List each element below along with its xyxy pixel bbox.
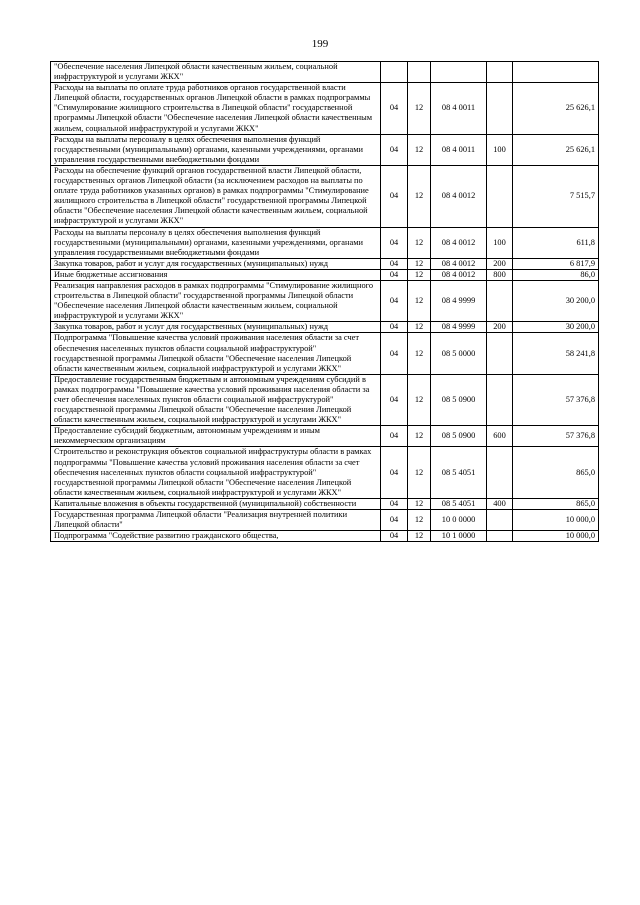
cell-amount: 865,0: [513, 447, 599, 498]
cell-target-article: 08 4 0012: [431, 165, 487, 227]
cell-subsection: 12: [408, 280, 431, 321]
cell-amount: 611,8: [513, 227, 599, 258]
cell-target-article: 08 5 0900: [431, 426, 487, 447]
cell-expense-type: [487, 374, 513, 425]
cell-target-article: 08 5 0900: [431, 374, 487, 425]
cell-name: Закупка товаров, работ и услуг для государственных (муниципальных) нужд: [51, 258, 381, 269]
cell-subsection: 12: [408, 134, 431, 165]
table-row: [51, 333, 599, 374]
cell-target-article: 08 4 9999: [431, 322, 487, 333]
cell-subsection: 12: [408, 258, 431, 269]
cell-amount: 865,0: [513, 498, 599, 509]
cell-target-article: 08 4 0012: [431, 227, 487, 258]
cell-expense-type: [487, 280, 513, 321]
table-row: [51, 510, 599, 531]
cell-target-article: 10 1 0000: [431, 531, 487, 542]
budget-table: [50, 61, 599, 542]
cell-expense-type: [487, 83, 513, 134]
table-row: [51, 280, 599, 321]
cell-section: 04: [381, 374, 408, 425]
table-row: [51, 62, 599, 83]
cell-amount: 57 376,8: [513, 426, 599, 447]
cell-section: 04: [381, 83, 408, 134]
cell-amount: 25 626,1: [513, 83, 599, 134]
cell-amount: 10 000,0: [513, 510, 599, 531]
cell-expense-type: [487, 333, 513, 374]
cell-amount: 30 200,0: [513, 322, 599, 333]
cell-name: Предоставление субсидий бюджетным, автономным учреждениям и иным некоммерческим организациям: [51, 426, 381, 447]
cell-expense-type: [487, 165, 513, 227]
cell-subsection: 12: [408, 322, 431, 333]
cell-target-article: 08 4 0012: [431, 269, 487, 280]
cell-expense-type: 600: [487, 426, 513, 447]
table-row: [51, 165, 599, 227]
cell-section: 04: [381, 134, 408, 165]
cell-name: Расходы на выплаты персоналу в целях обеспечения выполнения функций государственными (муниципальными) органами, казенными учреждениями, органами управления государственными внебюджетными фондами: [51, 227, 381, 258]
cell-section: [381, 62, 408, 83]
cell-section: 04: [381, 426, 408, 447]
cell-subsection: 12: [408, 83, 431, 134]
cell-subsection: 12: [408, 333, 431, 374]
cell-subsection: 12: [408, 165, 431, 227]
cell-section: 04: [381, 531, 408, 542]
cell-subsection: 12: [408, 374, 431, 425]
table-row: [51, 258, 599, 269]
cell-amount: 57 376,8: [513, 374, 599, 425]
cell-expense-type: 100: [487, 227, 513, 258]
cell-subsection: 12: [408, 426, 431, 447]
cell-section: 04: [381, 333, 408, 374]
cell-target-article: 08 4 9999: [431, 280, 487, 321]
table-row: [51, 83, 599, 134]
table-row: [51, 134, 599, 165]
cell-amount: 6 817,9: [513, 258, 599, 269]
cell-expense-type: 200: [487, 258, 513, 269]
cell-name: Иные бюджетные ассигнования: [51, 269, 381, 280]
cell-subsection: [408, 62, 431, 83]
cell-section: 04: [381, 498, 408, 509]
cell-subsection: 12: [408, 531, 431, 542]
cell-target-article: 08 4 0011: [431, 134, 487, 165]
cell-section: 04: [381, 510, 408, 531]
cell-subsection: 12: [408, 269, 431, 280]
table-row: [51, 531, 599, 542]
cell-expense-type: 200: [487, 322, 513, 333]
cell-section: 04: [381, 280, 408, 321]
cell-section: 04: [381, 227, 408, 258]
cell-expense-type: [487, 62, 513, 83]
cell-expense-type: [487, 510, 513, 531]
cell-subsection: 12: [408, 227, 431, 258]
table-row: [51, 498, 599, 509]
cell-amount: 25 626,1: [513, 134, 599, 165]
cell-expense-type: [487, 531, 513, 542]
cell-amount: 7 515,7: [513, 165, 599, 227]
cell-name: Расходы на обеспечение функций органов государственной власти Липецкой области, государственных органов Липецкой области (за исключением расходов на выплаты по оплате труда работников указанных органов) в рамках подпрограммы "Стимулирование жилищного строительства в Липецкой области" государственной программы Липецкой области "Обеспечение населения Липецкой области качественным жильем, социальной инфраструктурой и услугами ЖКХ": [51, 165, 381, 227]
cell-amount: 86,0: [513, 269, 599, 280]
cell-target-article: 10 0 0000: [431, 510, 487, 531]
cell-name: Предоставление государственным бюджетным и автономным учреждениям субсидий в рамках подпрограммы "Повышение качества условий проживания населения области за счет обеспечения населенных пунктов области социальной инфраструктурой" государственной программы Липецкой области "Обеспечение населения Липецкой области качественным жильем, социальной инфраструктурой и услугами ЖКХ": [51, 374, 381, 425]
cell-target-article: 08 4 0011: [431, 83, 487, 134]
cell-name: Закупка товаров, работ и услуг для государственных (муниципальных) нужд: [51, 322, 381, 333]
table-row: [51, 322, 599, 333]
cell-section: 04: [381, 269, 408, 280]
cell-target-article: [431, 62, 487, 83]
cell-name: Расходы на выплаты по оплате труда работников органов государственной власти Липецкой области, государственных органов Липецкой области в рамках подпрограммы "Стимулирование жилищного строительства в Липецкой области" государственной программы Липецкой области "Обеспечение населения Липецкой области качественным жильем, социальной инфраструктурой и услугами ЖКХ": [51, 83, 381, 134]
cell-name: "Обеспечение населения Липецкой области качественным жильем, социальной инфраструктурой и услугами ЖКХ": [51, 62, 381, 83]
cell-target-article: 08 5 4051: [431, 447, 487, 498]
cell-name: Реализация направления расходов в рамках подпрограммы "Стимулирование жилищного строительства в Липецкой области" государственной программы Липецкой области "Обеспечение населения Липецкой области качественным жильем, социальной инфраструктурой и услугами ЖКХ": [51, 280, 381, 321]
cell-section: 04: [381, 447, 408, 498]
cell-amount: 10 000,0: [513, 531, 599, 542]
table-row: [51, 374, 599, 425]
cell-name: Расходы на выплаты персоналу в целях обеспечения выполнения функций государственными (муниципальными) органами, казенными учреждениями, органами управления государственными внебюджетными фондами: [51, 134, 381, 165]
cell-section: 04: [381, 165, 408, 227]
cell-subsection: 12: [408, 510, 431, 531]
cell-target-article: 08 4 0012: [431, 258, 487, 269]
cell-name: Подпрограмма "Содействие развитию гражданского общества,: [51, 531, 381, 542]
cell-amount: [513, 62, 599, 83]
table-row: [51, 426, 599, 447]
cell-amount: 30 200,0: [513, 280, 599, 321]
table-row: [51, 447, 599, 498]
cell-name: Подпрограмма "Повышение качества условий проживания населения области за счет обеспечения населенных пунктов области социальной инфраструктурой" государственной программы Липецкой области "Обеспечение населения Липецкой области качественным жильем, социальной инфраструктурой и услугами ЖКХ": [51, 333, 381, 374]
cell-expense-type: 400: [487, 498, 513, 509]
table-row: [51, 227, 599, 258]
cell-target-article: 08 5 0000: [431, 333, 487, 374]
cell-name: Капитальные вложения в объекты государственной (муниципальной) собственности: [51, 498, 381, 509]
cell-expense-type: 100: [487, 134, 513, 165]
page-number: 199: [311, 38, 329, 50]
cell-name: Государственная программа Липецкой области "Реализация внутренней политики Липецкой области": [51, 510, 381, 531]
cell-expense-type: 800: [487, 269, 513, 280]
cell-expense-type: [487, 447, 513, 498]
cell-target-article: 08 5 4051: [431, 498, 487, 509]
table-row: [51, 269, 599, 280]
cell-subsection: 12: [408, 447, 431, 498]
cell-section: 04: [381, 322, 408, 333]
cell-section: 04: [381, 258, 408, 269]
cell-subsection: 12: [408, 498, 431, 509]
cell-amount: 58 241,8: [513, 333, 599, 374]
cell-name: Строительство и реконструкция объектов социальной инфраструктуры области в рамках подпрограммы "Повышение качества условий проживания населения области за счет обеспечения населенных пунктов области социальной инфраструктурой" государственной программы Липецкой области "Обеспечение населения Липецкой области качественным жильем, социальной инфраструктурой и услугами ЖКХ": [51, 447, 381, 498]
